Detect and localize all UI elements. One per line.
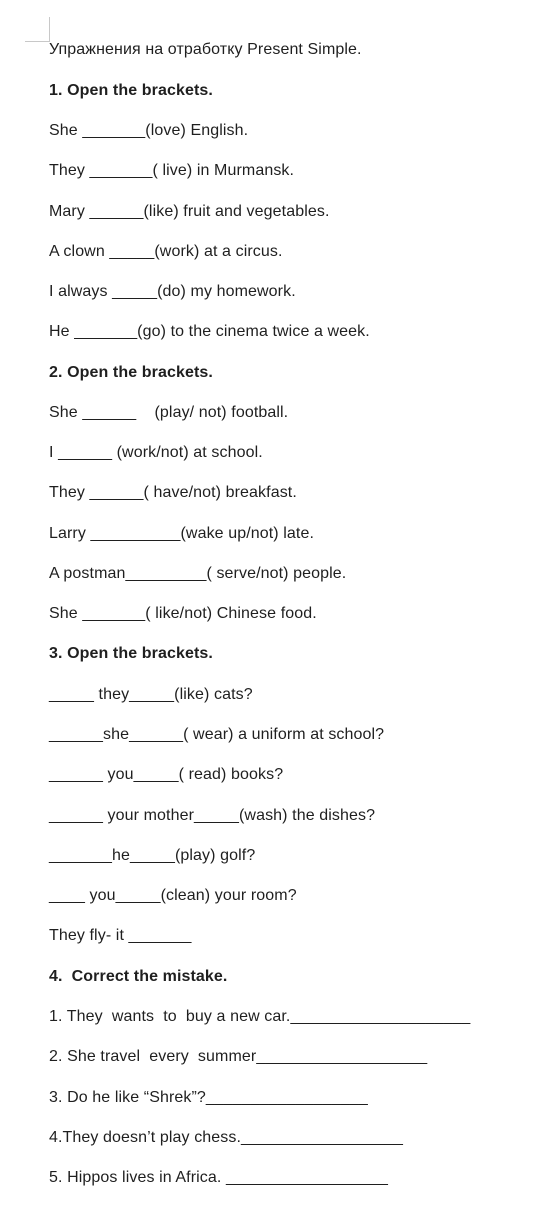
exercise-item: 4.They doesn’t play chess.__________________ — [49, 1129, 404, 1146]
exercise-item: They ______( have/not) breakfast. — [49, 484, 297, 501]
section-4-heading: 4. Correct the mistake. — [49, 968, 228, 985]
section-2-heading: 2. Open the brackets. — [49, 364, 213, 381]
exercise-item: Mary ______(like) fruit and vegetables. — [49, 203, 330, 220]
exercise-item: _______he_____(play) golf? — [49, 847, 256, 864]
exercise-item: 1. They wants to buy a new car.____________________ — [49, 1008, 471, 1025]
exercise-item: _____ they_____(like) cats? — [49, 686, 253, 703]
page-corner-mark — [25, 17, 50, 42]
exercise-item: Larry __________(wake up/not) late. — [49, 525, 315, 542]
exercise-item: I always _____(do) my homework. — [49, 283, 296, 300]
exercise-item: ____ you_____(clean) your room? — [49, 887, 297, 904]
exercise-item: ______she______( wear) a uniform at school? — [49, 726, 385, 743]
exercise-item: She ______ (play/ not) football. — [49, 404, 289, 421]
exercise-item: A postman_________( serve/not) people. — [49, 565, 347, 582]
document-title: Упражнения на отработку Present Simple. — [49, 41, 362, 58]
exercise-item: ______ you_____( read) books? — [49, 766, 284, 783]
exercise-item: 5. Hippos lives in Africa. __________________ — [49, 1169, 388, 1186]
exercise-item: He _______(go) to the cinema twice a week. — [49, 323, 370, 340]
exercise-item: I ______ (work/not) at school. — [49, 444, 263, 461]
exercise-item: She _______(love) English. — [49, 122, 249, 139]
exercise-item: They _______( live) in Murmansk. — [49, 162, 295, 179]
exercise-item: 2. She travel every summer___________________ — [49, 1048, 428, 1065]
exercise-item: ______ your mother_____(wash) the dishes? — [49, 807, 376, 824]
exercise-item: They fly- it _______ — [49, 927, 192, 944]
exercise-item: She _______( like/not) Chinese food. — [49, 605, 317, 622]
exercise-item: 3. Do he like “Shrek”?__________________ — [49, 1089, 368, 1106]
exercise-item: A clown _____(work) at a circus. — [49, 243, 283, 260]
section-3-heading: 3. Open the brackets. — [49, 645, 213, 662]
section-1-heading: 1. Open the brackets. — [49, 82, 213, 99]
